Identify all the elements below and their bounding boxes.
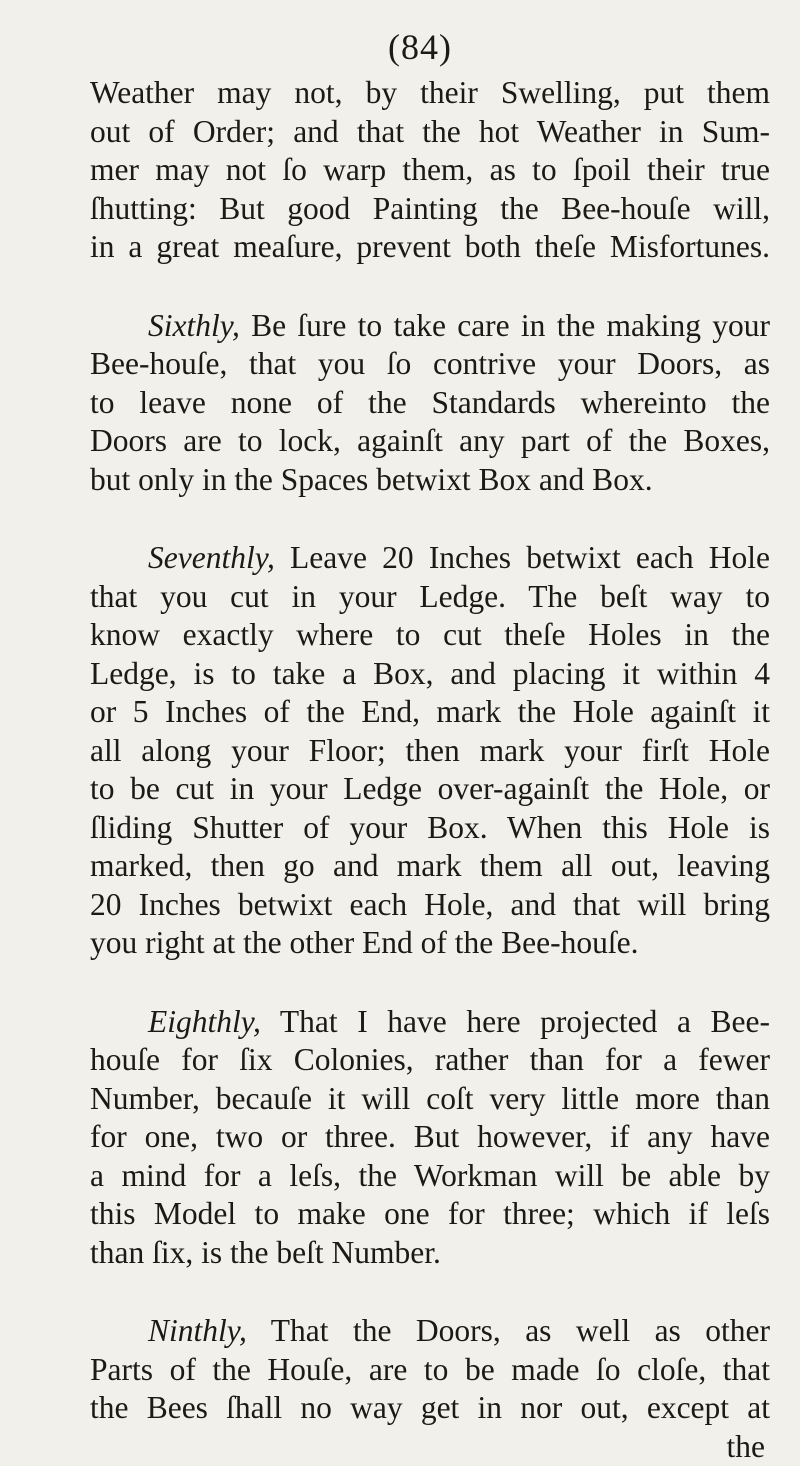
text-line: than ſix, is the beſt Number.: [90, 1234, 770, 1273]
line-text: Be ſure to take care in the making your: [240, 308, 770, 343]
line-text: That I have here projected a Bee-: [261, 1004, 770, 1039]
text-line: [90, 307, 770, 346]
text-line: in a great meaſure, prevent both theſe Misfortunes.: [90, 228, 770, 267]
text-line: [90, 1003, 770, 1042]
text-line: mer may not ſo warp them, as to ſpoil their true: [90, 151, 770, 190]
text-line: Parts of the Houſe, are to be made ſo cloſe, that: [90, 1351, 770, 1390]
text-line: Number, becauſe it will coſt very little more than: [90, 1080, 770, 1119]
text-line: [90, 1312, 770, 1351]
text-line: know exactly where to cut theſe Holes in the: [90, 616, 770, 655]
paragraph-eighthly: [90, 1003, 770, 1273]
text-line: Doors are to lock, againſt any part of the Boxes,: [90, 422, 770, 461]
text-line: but only in the Spaces betwixt Box and Box.: [90, 461, 770, 500]
text-line: the Bees ſhall no way get in nor out, except at: [90, 1389, 770, 1428]
line-text: That the Doors, as well as other: [247, 1313, 770, 1348]
text-line: Weather may not, by their Swelling, put them: [90, 74, 770, 113]
paragraph-sixthly: [90, 307, 770, 500]
page-number: (84): [80, 20, 760, 74]
paragraph-1: [90, 74, 770, 267]
paragraph-ninthly: [90, 1312, 770, 1466]
text-line: houſe for ſix Colonies, rather than for a fewer: [90, 1041, 770, 1080]
text-line: for one, two or three. But however, if any have: [90, 1118, 770, 1157]
text-line: Bee-houſe, that you ſo contrive your Doors, as: [90, 345, 770, 384]
paragraph-seventhly: [90, 539, 770, 963]
text-line: or 5 Inches of the End, mark the Hole againſt it: [90, 693, 770, 732]
text-line: [90, 539, 770, 578]
text-line: ſhutting: But good Painting the Bee-houſe will,: [90, 190, 770, 229]
text-line: ſliding Shutter of your Box. When this Hole is: [90, 809, 770, 848]
text-line: to leave none of the Standards whereinto the: [90, 384, 770, 423]
paragraph-lead: Eighthly,: [148, 1004, 261, 1039]
text-line: all along your Floor; then mark your firſt Hole: [90, 732, 770, 771]
catchword: the: [90, 1428, 770, 1466]
text-line: that you cut in your Ledge. The beſt way to: [90, 578, 770, 617]
text-line: Ledge, is to take a Box, and placing it within 4: [90, 655, 770, 694]
text-line: marked, then go and mark them all out, leaving: [90, 847, 770, 886]
text-line: to be cut in your Ledge over-againſt the Hole, or: [90, 770, 770, 809]
line-text: Leave 20 Inches betwixt each Hole: [275, 540, 770, 575]
text-line: a mind for a leſs, the Workman will be able by: [90, 1157, 770, 1196]
paragraph-lead: Ninthly,: [148, 1313, 247, 1348]
paragraph-lead: Sixthly,: [148, 308, 240, 343]
text-line: you right at the other End of the Bee-houſe.: [90, 924, 770, 963]
text-line: out of Order; and that the hot Weather in Sum-: [90, 113, 770, 152]
text-line: this Model to make one for three; which if leſs: [90, 1195, 770, 1234]
text-line: 20 Inches betwixt each Hole, and that will bring: [90, 886, 770, 925]
paragraph-lead: Seventhly,: [148, 540, 275, 575]
